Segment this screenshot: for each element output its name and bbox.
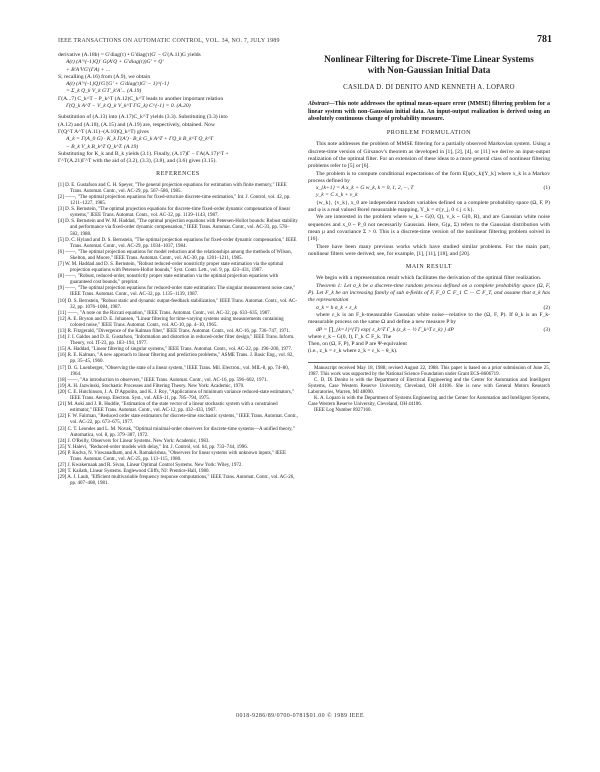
equation-line: A(t) (A'^{-1}Q)' G(A'Q + G'diag(τ))G' = Q' <box>66 59 164 66</box>
reference-item: [7] W. M. Haddad and D. S. Bernstein, "Robust reduced-order nonstrictly proper state estimation via the optimal projection equations with Petersen-Hollot bounds," Syst. Contr. Lett., vol. 9, pp. 423–431, 1987. <box>58 261 284 274</box>
derivation-line: derivative (A.18b) = G'diag(τ) • G'diag(τ)G' − G'(A.11)G yields <box>58 52 201 58</box>
reference-item: [2] ——, "The optimal projection equations for fixed-structure discrete-time estimation," Int. J. Control, vol. 42, pp. 1211–1227, 1985. <box>58 194 291 207</box>
reference-item: [11] ——, "A note on the Riccati equation," IEEE Trans. Automat. Contr., vol. AC-32, pp. 633–635, 1987. <box>58 310 271 316</box>
reference-item: [1] D. E. Gustafson and C. H. Speyer, "The general projection equations for estimation with finite memory," IEEE Trans. Automat. Contr., vol. AC-29, pp. 567–586, 1985. <box>58 182 287 194</box>
paper-title: Nonlinear Filtering for Discrete-Time Linear Systems with Non-Gaussian Initial Data <box>324 54 534 75</box>
equation-line: Γ(Q_k A^T − V_k Q_k V_k^T ΓG_k) C^{-1} = 0. (A.20) <box>66 103 191 110</box>
derivation-line: S; recalling (A.16) from (A.9), we obtain <box>58 73 151 80</box>
reference-item: [24] J. O'Reilly, Observers for Linear Systems. New York: Academic, 1983. <box>58 438 210 444</box>
derivation-line: Substitution of (A.13) into (A.17)C_k^T yields (3.3). Substituting (3.3) into <box>58 114 228 121</box>
equation-line: A_k = Γ(A_0 G) · K_k Γ(A') · B_k G_k A^T + ΓQ_k B_k^T Q_k^T <box>66 136 214 143</box>
footnote: C. D. Di Denito is with the Department of Electrical Engineering and the Center for Automation and Intelligent Systems, Case Western Reserve University, Cleveland, OH 44106. She is now with General Motors Research Laboratories, Warren, MI 48090. <box>308 377 550 396</box>
theorem: Theorem 1: Let σ_k be a discrete-time random process defined on a complete probability space (Ω, F, P). Let F_k be an increasing family of sub σ-fields of F, F_0 ⊂ F_1 ⊂ ··· ⊂ F_T, and assume that σ_k has the representation <box>308 282 550 304</box>
reference-item: [9] ——, "The optimal projection equations for reduced-order state estimation: The singular measurement noise case," IEEE Trans. Automat. Contr., vol. AC-32, pp. 1135–1139, 1987. <box>58 286 296 298</box>
reference-item: [18] ——, "An introduction to observers," IEEE Trans. Automat. Contr., vol. AC-16, pp. 596–602, 1971. <box>58 377 268 383</box>
paragraph: There have been many previous works which have studied similar problems. For the main part, nonlinear filters were derived; see, for example, [1], [11], [18], and [20]. <box>308 243 550 257</box>
equation-line: + B'A'VG'(ΓA) + ... <box>66 66 111 73</box>
paragraph: We are interested in the problem where w_k ~ G(0, Q), v_k ~ G(0, R), and are Gaussian white noise sequences and x_0 ~ P_0 not necessarily Gaussian. Here, G(μ, Σ) refers to the Gaussian distribution with mean μ and covariance Σ > 0. This is a discrete-time version of the nonlinear filtering problem solved in [16]. <box>308 214 550 243</box>
reference-item: [28] T. Kailath, Linear Systems. Englewood Cliffs, NJ: Prentice-Hall, 1980. <box>58 469 210 475</box>
abstract: Abstract—This note addresses the optimal mean-square error (MMSE) filtering problem for a linear system with non-Gaussian initial data. An input-output realization is derived using an absolutely continuous change of probability measure. <box>308 101 550 123</box>
equation-line: A(t) (A'^{-1}Q)'G'(G' + G'diag(τ)G' − 1)^{-1} <box>66 81 169 88</box>
reference-item: [12] A. E. Bryson and D. E. Johansen, "Linear filtering for time-varying systems using measurements containing colored noise," IEEE Trans. Automat. Contr., vol. AC-10, pp. 4–10, 1965. <box>58 316 284 328</box>
reference-item: [16] R. E. Kalman, "A new approach to linear filtering and prediction problems," ASME Trans. J. Basic Eng., vol. 82, pp. 35–45, 1960. <box>58 353 294 365</box>
reference-list <box>58 183 298 488</box>
paragraph: {w_k}, {v_k}, x_0 are independent random variables defined on a complete probability space (Ω, F, P) and φ is a real valued Borel measurable mapping, Y_k = σ{y_j, 0 ≤ j ≤ k}. <box>308 199 550 214</box>
running-head: IEEE TRANSACTIONS ON AUTOMATIC CONTROL, VOL. 34, NO. 7, JULY 1989 <box>58 38 280 44</box>
paragraph: We begin with a representation result which facilitates the derivation of the optimal filter realization. <box>316 275 542 282</box>
reference-item: [29] A. J. Laub, "Efficient multivariable frequency response computations," IEEE Trans. Automat. Contr., vol. AC-26, pp. 407–408, 1981. <box>58 475 295 487</box>
reference-item: [10] D. S. Bernstein, "Robust static and dynamic output-feedback stabilization," IEEE Trans. Automat. Contr., vol. AC-32, pp. 1076–1084, 1987. <box>58 298 298 310</box>
footnote: Manuscript received May 18, 1988; revised August 22, 1988. This paper is based on a prior submission of June 25, 1987. This work was supported by the National Science Foundation under Grant ECS-8606719. <box>308 365 550 377</box>
derivation-line: (A.12) and (A.18), (A.15) and (A.19) are, respectively, obtained. Now <box>58 121 215 128</box>
footnote: K. A. Loparo is with the Department of Systems Engineering and the Center for Automation and Intelligent Systems, Case Western Reserve University, Cleveland, OH 44106. <box>308 396 550 408</box>
left-column <box>58 52 298 487</box>
equation-2: σ_k = h σ_k + ε_k (2) <box>316 304 550 311</box>
reference-item: [22] F. W. Fairman, "Reduced order state estimators for discrete-time stochastic systems," IEEE Trans. Automat. Contr., vol. AC-22, pp. 673–675, 1977. <box>58 414 298 426</box>
paper-authors: CASILDA D. DI DENITO AND KENNETH A. LOPARO <box>343 84 515 91</box>
right-column <box>308 52 550 414</box>
equation-3: dP̃ = ∏_{k=1}^{T} exp{ ε_k^T Γ_k (z_k − ½ Γ_k^T ε_k) } dP (3) <box>316 326 550 333</box>
equation-line: = Σ_k Q_k V_k G'Γ_k'A'... (A.19) <box>66 88 142 95</box>
section-heading-main: MAIN RESULT <box>405 264 453 271</box>
reference-item: [3] D. S. Bernstein, "The optimal projection equations for discrete-time fixed-order dynamic compensation of linear systems," IEEE Trans. Automat. Contr., vol. AC-32, pp. 1139–1143, 1987. <box>58 207 291 219</box>
reference-item: [5] D. C. Hyland and D. S. Bernstein, "The optimal projection equations for fixed-order dynamic compensation," IEEE Trans. Automat. Contr., vol. AC-29, pp. 1034–1037, 1984. <box>58 237 297 249</box>
reference-item: [17] D. G. Luenberger, "Observing the state of a linear system," IEEE Trans. Mil. Electron., vol. MIL-8, pp. 74–80, 1964. <box>58 365 289 377</box>
reference-item: [21] M. Aoki and J. R. Huddle, "Estimation of the state vector of a linear stochastic system with a constrained estimator," IEEE Trans. Automat. Contr., vol. AC-12, pp. 432–433, 1967. <box>58 402 278 414</box>
reference-item: [13] R. Fitzgerald, "Divergence of the Kalman filter," IEEE Trans. Automat. Contr., vol. AC-16, pp. 736–747, 1971. <box>58 329 291 334</box>
derivation-line: Γ^T(A.21)Γ^T with the aid of (3.2), (3.3), (3.8), and (3.6) gives (3.15). <box>58 158 217 165</box>
copyright-line: 0018-9286/89/0700-0781$01.00 © 1989 IEEE <box>236 713 364 719</box>
derivation-line: Substituting for K_k and B_k yields (3.1). Finally, (A.17)Γ − ΓA(A.17)^T + <box>58 150 229 157</box>
reference-item: [8] ——, "Robust, reduced-order, nonstrictly proper state estimation via the optimal projection equations with guaranteed cost bounds," preprint. <box>58 274 279 286</box>
reference-item: [25] Y. Halevi, "Reduced-order models with delay," Int. J. Control, vol. 64, pp. 733–744, 1996. <box>58 444 248 450</box>
derivation-line: Γ(A...7) C_k^T − P_k^T (A.12)C_k^T leads to another important relation <box>58 95 224 102</box>
references-heading: REFERENCES <box>156 171 200 178</box>
derivation-line: Γ(Q^T A^T (A.11)−(A.10)Q_k^T) gives <box>58 128 149 135</box>
equation-3-note: where ε_k ~ G(0, I), Γ_k ⊂ F_k. The <box>308 333 392 340</box>
reference-item: [15] A. Haddad, "Linear filtering of singular systems," IEEE Trans. Automat. Contr., vol. AC-22, pp. 196–206, 1977. <box>58 347 293 353</box>
paragraph: The problem is to compute conditional expectations of the form E[φ(x_k)|Y_k] where x_k is a Markov process defined by <box>308 170 550 184</box>
paragraph: where ε_k is an F_k-measurable Gaussian white noise—relative to the (Ω, F, P). If θ_k is an F_k-measurable process on the same Ω and define a new measure P by <box>308 311 550 326</box>
reference-item: [23] C. T. Leondes and L. M. Novak, "Optimal minimal-order observers for discrete-time systems—A unified theory," Automatica, vol. 8, pp. 379–387, 1972. <box>58 426 295 438</box>
equation-line: − B_k V_k B_k^T Q_k^T. (A.19) <box>66 143 139 150</box>
footnote: IEEE Log Number 8927160. <box>314 408 372 414</box>
reference-item: [27] J. Kwakernaak and R. Sivan, Linear Optimal Control Systems. New York: Wiley, 1972. <box>58 463 243 469</box>
reference-item: [19] A. H. Jazwinski, Stochastic Processes and Filtering Theory. New York: Academic, 1970. <box>58 383 245 389</box>
equation-1: x_{k+1} = A x_k + G w_k, k = 0, 1, 2, ···, T (1) <box>316 185 550 192</box>
reference-item: [26] P. Kudva, N. Viswanadham, and A. Ramakrishna, "Observers for linear systems with unknown inputs," IEEE Trans. Automat. Contr., vol. AC-25, pp. 113–115, 1980. <box>58 450 287 462</box>
page-number: 781 <box>537 34 552 45</box>
paragraph: This note addresses the problem of MMSE filtering for a partially observed Markovian system. Using a discrete-time version of Girsanov's theorem as developed in [1], [2], [4], or [11] we derive an input-output realization of the optimal filter. For an extension of these ideas to a more general class of nonlinear filtering problems refer to [5] or [6]. <box>308 141 550 170</box>
equation-3-note: (i.e., z_k = ε_k where z_k = ε_k − θ_k). <box>308 348 398 355</box>
footnote-block <box>308 362 550 415</box>
equation-3-note: Then, on (Ω, F, P̃), P̃ and P are Ψ-equivalent <box>308 341 407 348</box>
reference-item: [14] J. I. Galdos and D. E. Gustafson, "Information and distortion in reduced-order filter design," IEEE Trans. Inform. Theory, vol. IT-23, pp. 183–194, 1977. <box>58 335 295 347</box>
reference-item: [4] D. S. Bernstein and W. M. Haddad, "The optimal projection equations with Petersen-Hollot bounds: Robust stability and performance via fixed-order dynamic compensation," IEEE Trans. Automat. Contr., vol. AC-33, pp. 578–582, 1988. <box>58 219 298 237</box>
equation-1b: y_k = C x_k + v_k <box>316 192 358 199</box>
section-heading-problem: PROBLEM FORMULATION <box>386 130 472 137</box>
reference-item: [20] C. E. Hutchinson, J. A. D'Appolito, and K. J. Roy, "Applications of minimum variance reduced-state estimators," IEEE Trans. Aerosp. Electron. Syst., vol. AES-11, pp. 785–794, 1975. <box>58 389 295 402</box>
reference-item: [6] ——, "The optimal projection equations for model reduction and the relationships among the methods of Wilson, Skelton, and Moore," IEEE Trans. Automat. Contr., vol. AC-30, pp. 1201–1211, 1985. <box>58 249 292 261</box>
